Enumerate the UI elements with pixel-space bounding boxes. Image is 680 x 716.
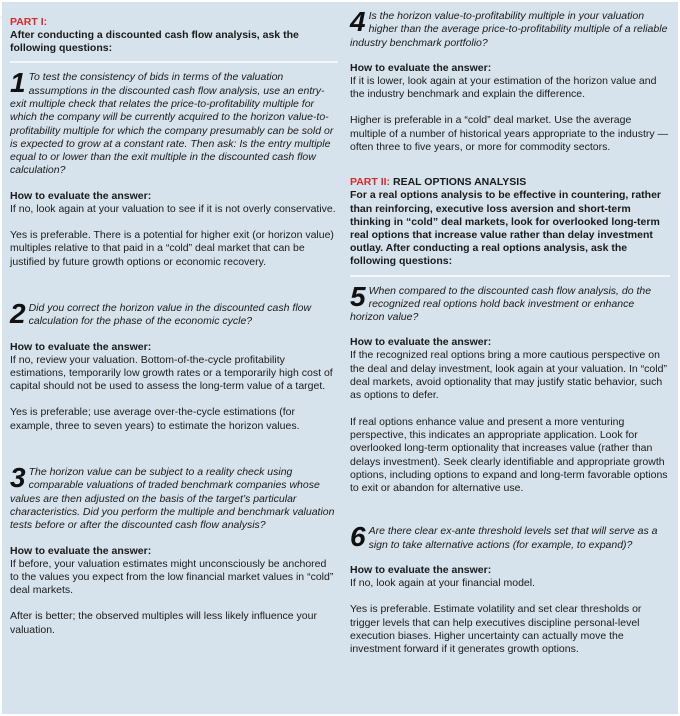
answer-text: After is better; the observed multiples will less likely influence your valuation. [10, 610, 317, 636]
answer-text: Yes is preferable; use average over-the-cycle estimations (for example, three to seven years) to estimate the horizon values. [10, 406, 300, 432]
evaluate-heading: How to evaluate the answer: [350, 336, 492, 349]
question-text: Did you correct the horizon value in the discounted cash flow calculation for the phase of the economic cycle? [28, 301, 312, 328]
question-6 [350, 521, 670, 656]
question-3 [10, 462, 338, 637]
question-number: 5 [350, 280, 366, 312]
part-2-heading: For a real options analysis to be effective in countering, rather than reinforcing, executive loss aversion and short-term thinking in “cold” deal markets, look for overlooked long-term real options that increase value rather than delay investment outlay. After conducting a real options analysis, ask the following questions: [350, 189, 661, 268]
question-text: Are there clear ex-ante threshold levels set that will serve as a sign to take alternative actions (for example, to expand)? [368, 525, 658, 551]
question-text: The horizon value can be subject to a reality check using comparable valuations of traded benchmark companies whose values are then adjusted on the basis of the target’s particular characteristics. Did you perform the multiple and benchmark valuation tests before or after the discounted cash flow analysis? [10, 466, 335, 532]
question-text: Is the horizon value-to-profitability multiple in your valuation higher than the average price-to-profitability multiple of a reliable industry benchmark portfolio? [350, 10, 668, 49]
answer-text: If real options enhance value and present a more venturing perspective, this indicates an appropriate application. Look for overlooked long-term optionality that increases value (rather than delays investment). Seek clearly identifiable and appropriate growth options, including options to expand and long-term favorable options to exit or abandon for alternative use. [350, 415, 668, 495]
divider [350, 275, 670, 277]
question-text: To test the consistency of bids in terms of the valuation assumptions in the discounted cash flow analysis, use an entry-exit multiple check that relates the price-to-profitability multiple for which the company will be currently acquired to the horizon value-to-profitability multiple for which the company presumably can be sold or is expected to grow at a constant rate. Then ask: Is the entry multiple equal to or lower than the exit multiple in the discounted cash flow calculation? [10, 71, 334, 177]
part-2-label: PART II: REAL OPTIONS ANALYSIS [350, 176, 527, 189]
evaluate-heading: How to evaluate the answer: [10, 544, 152, 557]
question-number: 6 [350, 521, 366, 553]
evaluate-heading: How to evaluate the answer: [10, 340, 152, 353]
question-text: When compared to the discounted cash flow analysis, do the recognized real options hold back investment or enhance horizon value? [350, 284, 652, 324]
evaluate-heading: How to evaluate the answer: [350, 61, 492, 74]
answer-text: If the recognized real options bring a more cautious perspective on the deal and delay investment, look again at your valuation. In “cold” deal markets, avoid optionality that may justify static behavior, such as options to defer. [350, 349, 667, 402]
answer-text: If no, review your valuation. Bottom-of-the-cycle profitability estimations, temporarily low growth rates or a temporarily high cost of capital should not be used to assess the long-term value of a target. [10, 353, 333, 393]
question-1 [10, 67, 338, 269]
question-number: 4 [350, 6, 366, 37]
checklist-panel [2, 2, 678, 714]
part-1-heading: After conducting a discounted cash flow analysis, ask the following questions: [10, 29, 299, 55]
answer-text: If before, your valuation estimates might unconsciously be anchored to the values you expect from the low financial market values in “cold” deal markets. [10, 557, 334, 597]
question-number: 1 [10, 67, 26, 99]
left-column [10, 16, 338, 637]
question-number: 2 [10, 297, 26, 329]
evaluate-heading: How to evaluate the answer: [10, 189, 152, 202]
question-5 [350, 280, 670, 496]
divider [10, 61, 338, 63]
question-2 [10, 297, 338, 433]
answer-text: Yes is preferable. Estimate volatility and set clear thresholds or trigger levels that can help executives discipline personal-level execution biases. Higher uncertainty can actually move the investment forward if it generates growth options. [350, 603, 642, 656]
part-1-label: PART I: [10, 16, 48, 28]
question-number: 3 [10, 462, 26, 494]
evaluate-heading: How to evaluate the answer: [350, 564, 492, 577]
question-4 [350, 6, 670, 154]
answer-text: If no, look again at your valuation to see if it is not overly conservative. [10, 202, 336, 215]
answer-text: Yes is preferable. There is a potential for higher exit (or horizon value) multiples relative to that paid in a “cold” deal market that can be justified by future growth options or economic recovery. [10, 229, 334, 268]
answer-text: Higher is preferable in a “cold” deal market. Use the average multiple of a number of historical years appropriate to the industry — often three to five years, or more for commodity sectors. [350, 114, 669, 154]
right-column [350, 6, 670, 657]
answer-text: If it is lower, look again at your estimation of the horizon value and the industry benchmark and explain the difference. [350, 74, 657, 101]
answer-text: If no, look again at your financial model. [350, 577, 536, 590]
